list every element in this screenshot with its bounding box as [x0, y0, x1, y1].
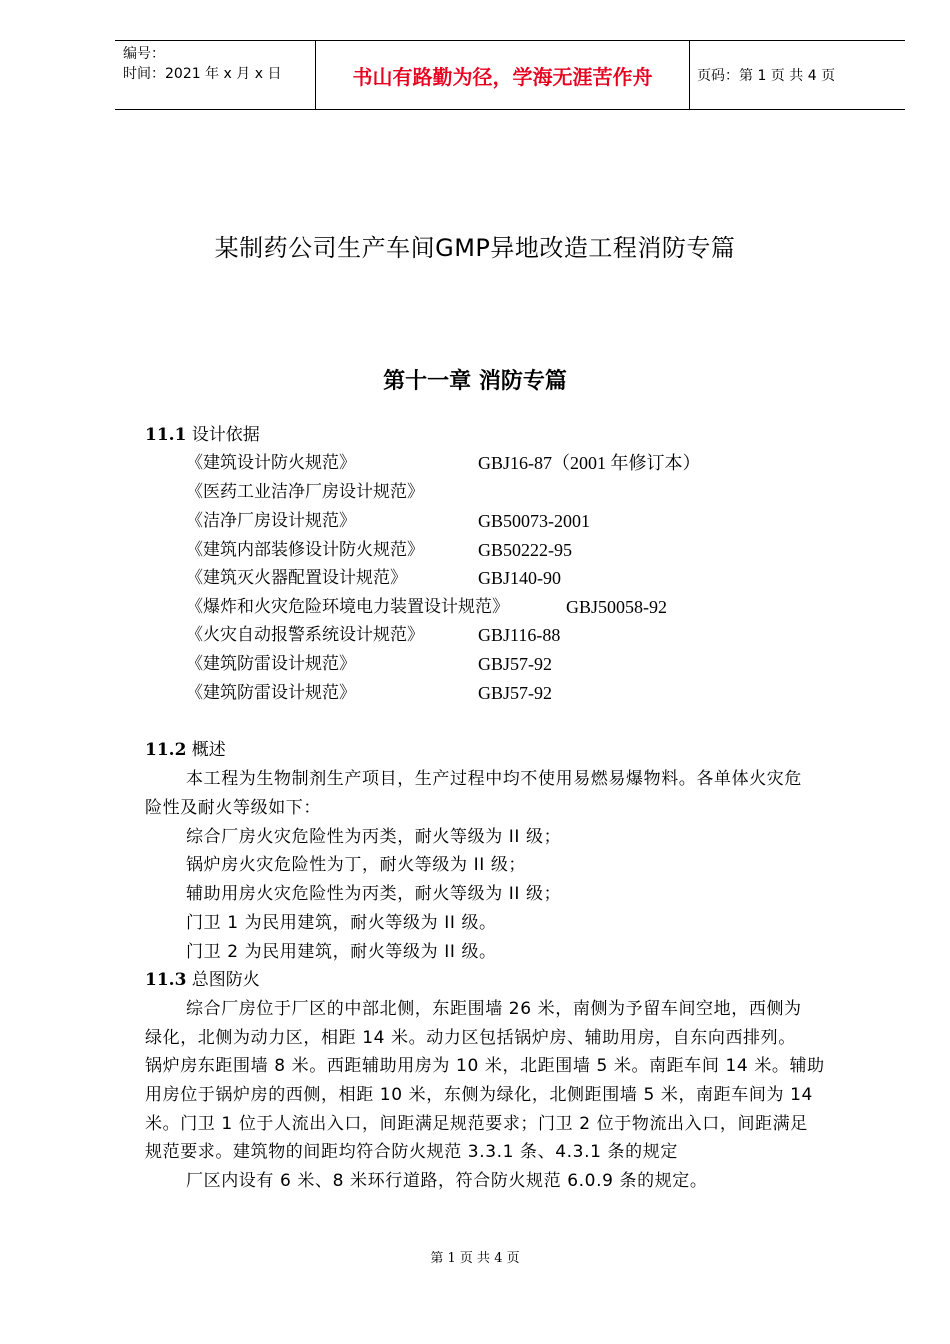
section-label: 设计依据: [186, 425, 260, 445]
standard-code: GBJ140-90: [478, 568, 562, 588]
section-heading-11-2: [145, 740, 226, 760]
paragraph-line: 锅炉房东距围墙 8 米。西距辅助用房为 10 米，北距围墙 5 米。南距车间 14 米。辅助: [145, 1056, 825, 1076]
standard-name: 《建筑防雷设计规范》: [186, 654, 356, 674]
chapter-heading: 第十一章 消防专篇: [383, 369, 567, 394]
section-number: 11.3: [145, 970, 187, 990]
page-footer: 第 1 页 共 4 页: [430, 1251, 520, 1266]
paragraph-line: 用房位于锅炉房的西侧，相距 10 米，东侧为绿化，北侧距围墙 5 米，南距车间为 14: [145, 1085, 813, 1105]
section-heading-11-1: [145, 425, 260, 445]
standard-name: 《爆炸和火灾危险环境电力装置设计规范》: [186, 597, 509, 617]
paragraph-line: 米。门卫 1 位于人流出入口，间距满足规范要求；门卫 2 位于物流出入口，间距满足: [145, 1114, 808, 1134]
date-label: 时间：2021 年 x 月 x 日: [123, 66, 282, 82]
standard-code: GBJ57-92: [478, 683, 553, 703]
standard-code: GBJ57-92: [478, 654, 553, 674]
standard-name: 《建筑灭火器配置设计规范》: [186, 568, 407, 588]
paragraph-line: 绿化，北侧为动力区，相距 14 米。动力区包括锅炉房、辅助用房，自东向西排列。: [145, 1028, 796, 1048]
section-label: 总图防火: [186, 970, 260, 990]
section-heading-11-3: [145, 970, 260, 990]
paragraph-line: 险性及耐火等级如下：: [145, 798, 321, 818]
paragraph-line: 锅炉房火灾危险性为丁，耐火等级为 II 级；: [186, 855, 527, 875]
section-number: 11.2: [145, 740, 187, 760]
paragraph-line: 门卫 2 为民用建筑，耐火等级为 II 级。: [186, 942, 497, 962]
header-page-info: 页码：第 1 页 共 4 页: [697, 68, 836, 84]
standard-name: 《建筑内部装修设计防火规范》: [186, 540, 424, 560]
standard-name: 《洁净厂房设计规范》: [186, 511, 356, 531]
header-motto: 书山有路勤为径，学海无涯苦作舟: [316, 41, 690, 109]
standard-name: 《医药工业洁净厂房设计规范》: [186, 482, 424, 502]
standard-code: GBJ116-88: [478, 625, 561, 645]
serial-number-label: 编号：: [123, 46, 165, 62]
header-meta: [115, 41, 316, 109]
paragraph-line: 辅助用房火灾危险性为丙类，耐火等级为 II 级；: [186, 884, 562, 904]
standard-name: 《建筑防雷设计规范》: [186, 683, 356, 703]
document-title: 某制药公司生产车间GMP异地改造工程消防专篇: [214, 234, 736, 262]
standard-code: GBJ16-87（2001 年修订本）: [478, 453, 701, 473]
paragraph-line: 综合厂房位于厂区的中部北侧，东距围墙 26 米，南侧为予留车间空地，西侧为: [186, 999, 802, 1019]
paragraph-line: 门卫 1 为民用建筑，耐火等级为 II 级。: [186, 913, 497, 933]
standard-code: GB50073-2001: [478, 511, 590, 531]
standard-code: GB50222-95: [478, 540, 572, 560]
section-number: 11.1: [145, 425, 187, 445]
standard-name: 《火灾自动报警系统设计规范》: [186, 625, 424, 645]
paragraph-line: 综合厂房火灾危险性为丙类，耐火等级为 II 级；: [186, 827, 562, 847]
section-label: 概述: [186, 740, 226, 760]
standard-code: GBJ50058-92: [566, 597, 668, 617]
paragraph-line: 厂区内设有 6 米、8 米环行道路，符合防火规范 6.0.9 条的规定。: [186, 1171, 708, 1191]
header-table: [115, 40, 905, 110]
standard-name: 《建筑设计防火规范》: [186, 453, 356, 473]
paragraph-line: 本工程为生物制剂生产项目，生产过程中均不使用易燃易爆物料。各单体火灾危: [186, 769, 802, 789]
paragraph-line: 规范要求。建筑物的间距均符合防火规范 3.3.1 条、4.3.1 条的规定: [145, 1142, 678, 1162]
